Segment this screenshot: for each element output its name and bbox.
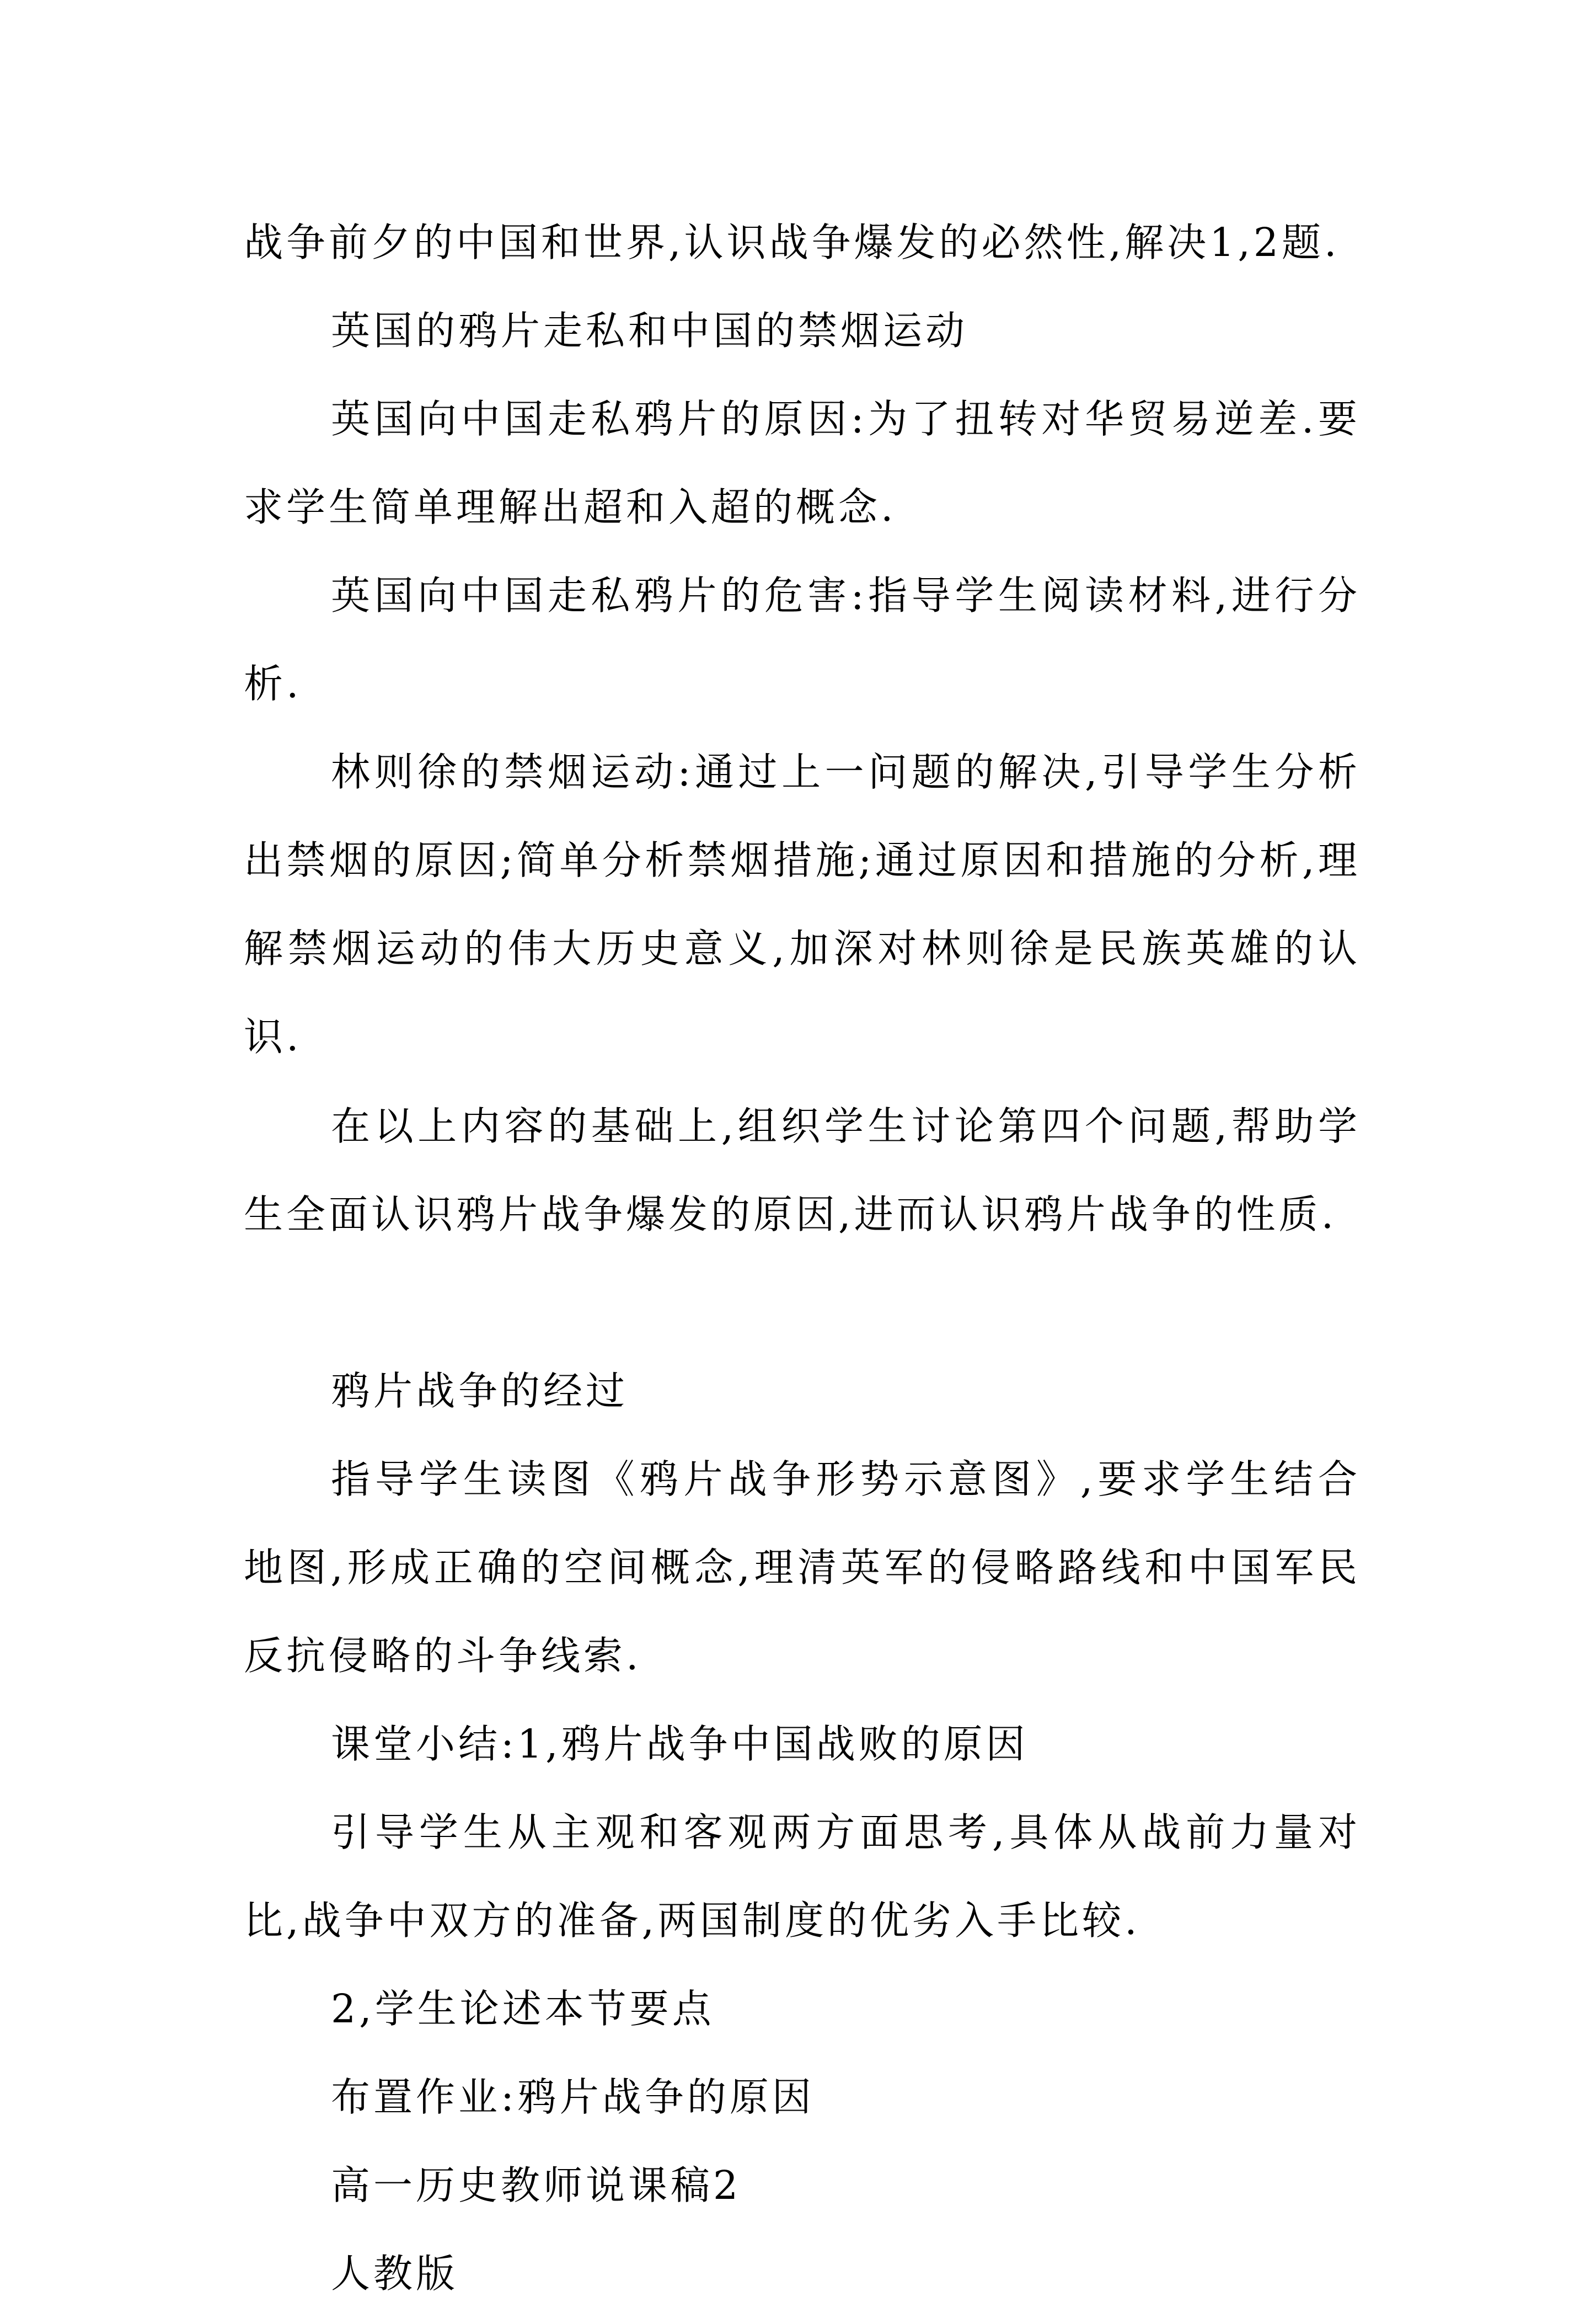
paragraph-edition: 人教版: [331, 2251, 459, 2296]
paragraph-lin-zexu: 林则徐的禁烟运动:通过上一问题的解决,引导学生分析出禁烟的原因;简单分析禁烟措施;通过原因和措施的分析,理解禁烟运动的伟大历史意义,加深对林则徐是民族英雄的认识.: [244, 749, 1361, 1060]
paragraph-discussion: 在以上内容的基础上,组织学生讨论第四个问题,帮助学生全面认识鸦片战争爆发的原因,进而认识鸦片战争的性质.: [244, 1103, 1361, 1237]
paragraph-summary-heading: 课堂小结:1,鸦片战争中国战败的原因: [331, 1721, 1029, 1767]
paragraph-smuggling-harm: 英国向中国走私鸦片的危害:指导学生阅读材料,进行分析.: [244, 573, 1361, 707]
paragraph-map-reading: 指导学生读图《鸦片战争形势示意图》,要求学生结合地图,形成正确的空间概念,理清英军的侵略路线和中国军民反抗侵略的斗争线索.: [244, 1456, 1361, 1679]
paragraph-smuggling-reason: 英国向中国走私鸦片的原因:为了扭转对华贸易逆差.要求学生简单理解出超和入超的概念.: [244, 396, 1361, 530]
paragraph-summary-guidance: 引导学生从主观和客观两方面思考,具体从战前力量对比,战争中双方的准备,两国制度的优劣入手比较.: [244, 1809, 1361, 1943]
section-heading-war-course: 鸦片战争的经过: [331, 1368, 629, 1414]
paragraph-key-points: 2,学生论述本节要点: [331, 1986, 715, 2032]
paragraph-homework: 布置作业:鸦片战争的原因: [331, 2074, 815, 2120]
paragraph-war-eve: 战争前夕的中国和世界,认识战争爆发的必然性,解决1,2题.: [244, 220, 1340, 265]
section-heading-opium-smuggling: 英国的鸦片走私和中国的禁烟运动: [331, 308, 968, 354]
paragraph-next-title: 高一历史教师说课稿2: [331, 2162, 742, 2208]
